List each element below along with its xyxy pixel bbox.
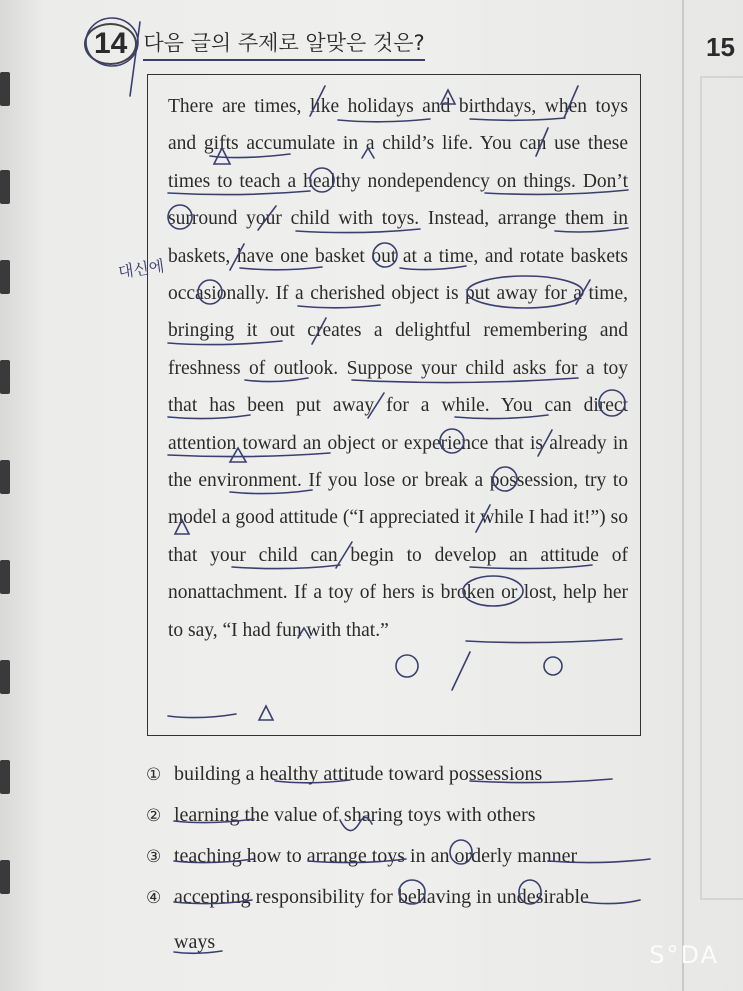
next-question-number: 15 [706, 32, 735, 62]
option-text: teaching how to arrange toys in an orderly manner [174, 845, 578, 867]
handwritten-note: 대신에 [116, 256, 166, 282]
option-text: learning the value of sharing toys with others [174, 804, 536, 826]
next-question-box [700, 76, 743, 900]
option-text: accepting responsibility for behaving in undesirable [174, 886, 589, 908]
option-number: ③ [146, 847, 162, 867]
reading-passage [168, 88, 628, 649]
option-text: building a healthy attitude toward possessions [174, 763, 543, 785]
answer-option-1[interactable] [146, 754, 666, 795]
binder-holes [0, 60, 14, 960]
question-number: 14 [84, 23, 137, 65]
option-number: ④ [146, 888, 162, 908]
option-number: ② [146, 806, 162, 826]
question-prompt: 다음 글의 주제로 알맞은 것은? [143, 27, 424, 61]
answer-option-3[interactable] [146, 836, 666, 877]
column-divider [682, 0, 684, 991]
app-watermark: S°DA [649, 941, 719, 969]
passage-text: There are times, like holidays and birthdays, when toys and gifts accumulate in a child’s life. You can use these times to teach a healthy nondependency on things. Don’t surround your child with toys. Instead, arrange them in baskets, have one basket out at a time, and rotate baskets occasionally. If a cherished object is put away for a time, bringing it out creates a delightful remembering and freshness of outlook. Suppose your child asks for a toy that has been put away for a while. You can direct attention toward an object or experience that is already in the environment. If you lose or break a possession, try to model a good attitude (“I appreciated it while I had it!”) so that your child can begin to develop an attitude of nonattachment. If a toy of hers is broken or lost, help her to say, “I had fun with that.” [168, 96, 628, 641]
answer-options [146, 754, 666, 962]
answer-option-2[interactable] [146, 795, 666, 836]
option-number: ① [146, 765, 162, 785]
question-header [84, 22, 425, 66]
answer-option-4-continuation: ways [174, 931, 216, 953]
answer-option-4[interactable] [146, 877, 666, 918]
